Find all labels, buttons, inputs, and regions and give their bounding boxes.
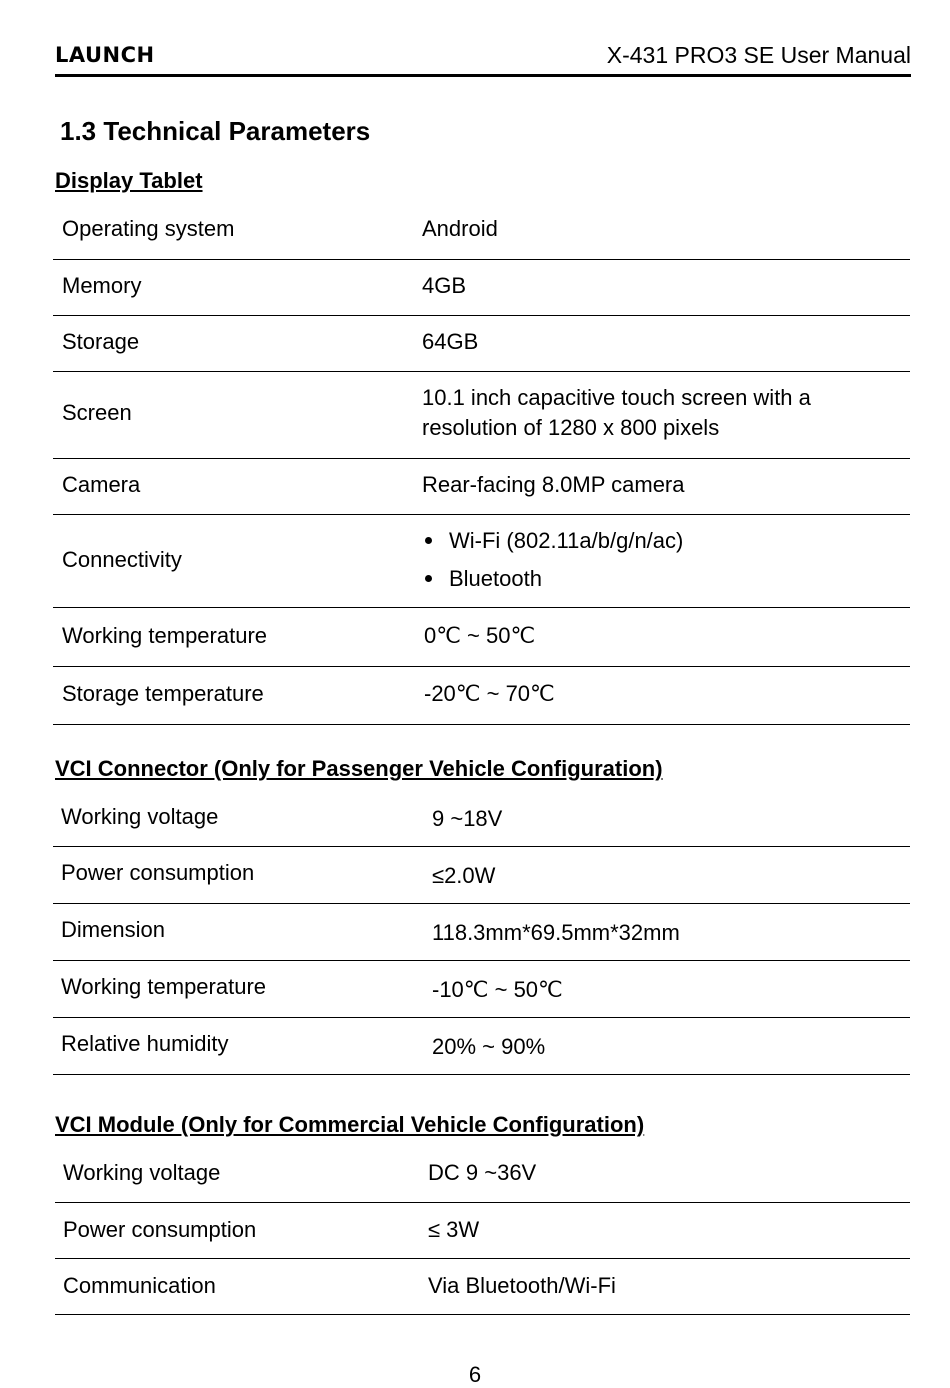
table-row <box>53 316 910 372</box>
spec-value-line: resolution of 1280 x 800 pixels <box>422 415 720 440</box>
table-row <box>53 1018 910 1075</box>
spec-label: Power consumption <box>63 1217 257 1242</box>
spec-label: Working temperature <box>62 623 268 648</box>
spec-label: Working voltage <box>63 1160 221 1185</box>
spec-value: -20℃ ~ 70℃ <box>424 681 555 706</box>
spec-value: Rear-facing 8.0MP camera <box>422 472 685 497</box>
spec-value: Android <box>422 216 498 241</box>
table-row <box>53 608 910 667</box>
table-row <box>53 515 910 608</box>
section-title: 1.3 Technical Parameters <box>60 116 371 146</box>
spec-label: Storage <box>62 329 140 354</box>
spec-label: Working temperature <box>61 974 267 999</box>
spec-value: ≤ 3W <box>428 1217 480 1242</box>
table-row <box>53 667 910 725</box>
brand-logo: LAUNCH <box>55 43 155 67</box>
spec-value: Via Bluetooth/Wi-Fi <box>428 1273 616 1298</box>
bullet-icon <box>425 575 432 582</box>
spec-value: 0℃ ~ 50℃ <box>424 623 536 648</box>
table-row <box>53 790 910 847</box>
spec-label: Storage temperature <box>62 681 264 706</box>
list-item-text: Bluetooth <box>449 566 542 591</box>
spec-label: Camera <box>62 472 141 497</box>
table-row <box>55 1146 910 1203</box>
table-row <box>53 260 910 316</box>
display-tablet-table <box>53 202 910 725</box>
spec-label: Operating system <box>62 216 235 241</box>
table-row <box>53 961 910 1018</box>
spec-label: Connectivity <box>62 547 182 572</box>
spec-value: DC 9 ~36V <box>428 1160 537 1185</box>
vci-connector-table <box>53 790 910 1075</box>
spec-value: 64GB <box>422 329 479 354</box>
table-row <box>53 459 910 515</box>
spec-label: Dimension <box>61 917 165 942</box>
table-row <box>53 202 910 260</box>
page-header <box>55 40 911 77</box>
table-row <box>53 847 910 904</box>
vci-connector-heading: VCI Connector (Only for Passenger Vehicle Configuration) <box>55 756 663 781</box>
list-item <box>422 522 683 560</box>
bullet-icon <box>425 537 432 544</box>
page-number: 6 <box>468 1362 482 1387</box>
spec-label: Memory <box>62 273 142 298</box>
spec-value-line: 10.1 inch capacitive touch screen with a <box>422 385 811 410</box>
vci-module-table <box>55 1146 910 1315</box>
list-item-text: Wi-Fi (802.11a/b/g/n/ac) <box>449 528 684 553</box>
list-item <box>422 560 683 598</box>
table-row <box>55 1259 910 1315</box>
manual-title: X-431 PRO3 SE User Manual <box>606 42 911 68</box>
spec-value: 20% ~ 90% <box>432 1034 546 1059</box>
spec-value: 9 ~18V <box>432 806 503 831</box>
table-row <box>53 904 910 961</box>
connectivity-list <box>422 522 683 598</box>
spec-label: Screen <box>62 400 132 425</box>
spec-label: Relative humidity <box>61 1031 229 1056</box>
spec-label: Working voltage <box>61 804 219 829</box>
spec-value: ≤2.0W <box>432 863 496 888</box>
spec-value: 4GB <box>422 273 467 298</box>
spec-value: 118.3mm*69.5mm*32mm <box>432 920 680 945</box>
spec-value: -10℃ ~ 50℃ <box>432 977 563 1002</box>
display-tablet-heading: Display Tablet <box>55 168 203 193</box>
table-row <box>55 1203 910 1259</box>
table-row <box>53 372 910 459</box>
spec-label: Communication <box>63 1273 216 1298</box>
vci-module-heading: VCI Module (Only for Commercial Vehicle Configuration) <box>55 1112 645 1137</box>
spec-label: Power consumption <box>61 860 255 885</box>
